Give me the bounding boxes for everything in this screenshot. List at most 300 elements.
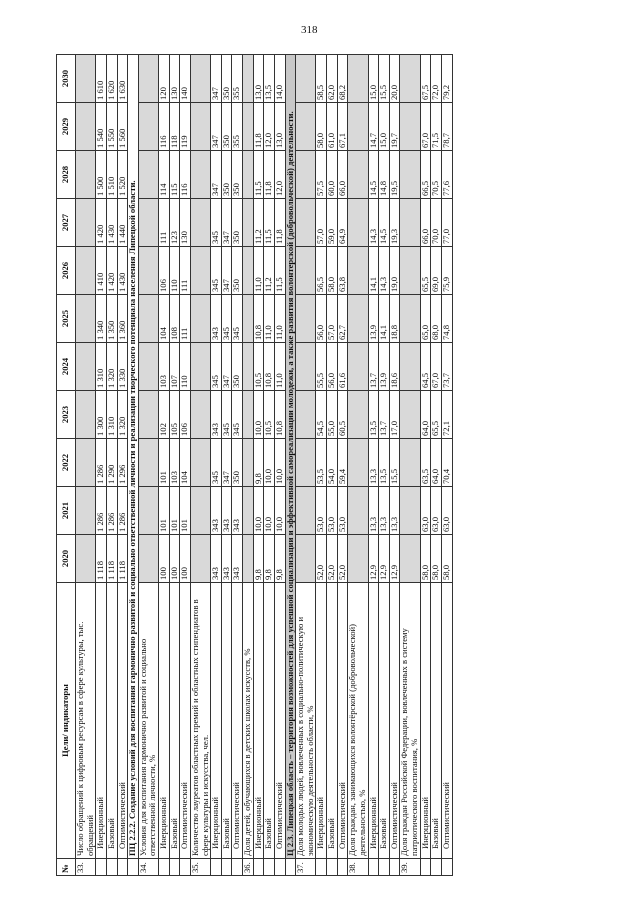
value-cell: 1 310: [96, 343, 107, 391]
value-cell: 67,0: [431, 343, 442, 391]
value-cell: 10,5: [253, 343, 264, 391]
value-cell: 116: [159, 103, 170, 151]
scenario-row: [327, 55, 338, 876]
value-cell: 52,0: [327, 535, 338, 583]
value-cell: 65,5: [420, 247, 431, 295]
value-cell: 19,3: [389, 199, 400, 247]
value-cell: 111: [180, 295, 191, 343]
empty-cell: [296, 487, 316, 535]
empty-cell: [76, 247, 96, 295]
value-cell: 104: [159, 295, 170, 343]
value-cell: 57,0: [316, 199, 327, 247]
value-cell: 75,9: [441, 247, 452, 295]
row-number: [337, 859, 348, 876]
value-cell: 63,5: [420, 439, 431, 487]
empty-cell: [348, 151, 368, 199]
value-cell: 78,7: [441, 103, 452, 151]
scenario-row: [431, 55, 442, 876]
scenario-row: [389, 55, 400, 876]
value-cell: 1 118: [96, 535, 107, 583]
empty-cell: [138, 391, 158, 439]
scenario-label: Оптимистический: [117, 583, 128, 859]
empty-cell: [190, 535, 210, 583]
value-cell: 343: [211, 535, 222, 583]
value-cell: 11,0: [253, 247, 264, 295]
value-cell: 12,0: [264, 103, 275, 151]
value-cell: 9,8: [274, 535, 285, 583]
value-cell: 67,5: [420, 55, 431, 103]
value-cell: 343: [211, 487, 222, 535]
scenario-row: [211, 55, 222, 876]
value-cell: 14,5: [368, 151, 379, 199]
scenario-label: Базовый: [379, 583, 390, 859]
value-cell: 13,3: [368, 439, 379, 487]
empty-cell: [190, 439, 210, 487]
scenario-label: Оптимистический: [180, 583, 191, 859]
value-cell: 104: [180, 439, 191, 487]
empty-cell: [76, 487, 96, 535]
value-cell: 350: [232, 199, 243, 247]
value-cell: 347: [221, 439, 232, 487]
empty-cell: [190, 247, 210, 295]
indicators-table: [56, 54, 453, 876]
scenario-label: Инерционный: [96, 583, 107, 859]
value-cell: 345: [232, 391, 243, 439]
value-cell: 10,0: [253, 391, 264, 439]
indicator-label: Условия для воспитания гармонично развитой и социально ответственной личности, %: [138, 583, 158, 859]
scenario-label: Базовый: [169, 583, 180, 859]
value-cell: 55,0: [327, 391, 338, 439]
scenario-row: [232, 55, 243, 876]
row-number: 38.: [348, 859, 368, 876]
header-year-2022: 2022: [57, 439, 76, 487]
value-cell: 11,8: [274, 199, 285, 247]
scenario-label: Инерционный: [420, 583, 431, 859]
row-number: [253, 859, 264, 876]
scenario-row: [420, 55, 431, 876]
empty-cell: [138, 535, 158, 583]
empty-cell: [243, 199, 254, 247]
value-cell: 59,0: [327, 199, 338, 247]
value-cell: 13,3: [368, 487, 379, 535]
row-number: [274, 859, 285, 876]
scenario-row: [264, 55, 275, 876]
scenario-label: Инерционный: [211, 583, 222, 859]
value-cell: 10,5: [264, 391, 275, 439]
empty-cell: [296, 439, 316, 487]
empty-cell: [296, 535, 316, 583]
empty-cell: [400, 247, 420, 295]
scenario-label: Инерционный: [253, 583, 264, 859]
empty-cell: [348, 391, 368, 439]
indicator-row: [138, 55, 158, 876]
value-cell: 102: [159, 391, 170, 439]
value-cell: 66,5: [420, 151, 431, 199]
empty-cell: [138, 247, 158, 295]
empty-cell: [138, 103, 158, 151]
empty-cell: [348, 103, 368, 151]
value-cell: 58,0: [420, 535, 431, 583]
value-cell: 10,8: [274, 391, 285, 439]
empty-cell: [138, 439, 158, 487]
value-cell: 54,0: [327, 439, 338, 487]
value-cell: 14,3: [379, 247, 390, 295]
value-cell: 64,9: [337, 199, 348, 247]
value-cell: 118: [169, 103, 180, 151]
value-cell: 15,5: [379, 55, 390, 103]
row-number: [169, 859, 180, 876]
value-cell: 10,0: [274, 439, 285, 487]
scenario-row: [106, 55, 117, 876]
empty-cell: [190, 295, 210, 343]
value-cell: 345: [211, 343, 222, 391]
indicator-row: [76, 55, 96, 876]
scenario-label: Оптимистический: [337, 583, 348, 859]
value-cell: 1 310: [106, 391, 117, 439]
empty-cell: [243, 55, 254, 103]
value-cell: 345: [211, 247, 222, 295]
indicator-row: [296, 55, 316, 876]
empty-cell: [138, 55, 158, 103]
value-cell: 345: [232, 295, 243, 343]
value-cell: 13,5: [368, 391, 379, 439]
empty-cell: [296, 55, 316, 103]
header-year-2024: 2024: [57, 343, 76, 391]
value-cell: 350: [232, 343, 243, 391]
value-cell: 19,7: [389, 103, 400, 151]
empty-cell: [243, 439, 254, 487]
value-cell: 63,8: [337, 247, 348, 295]
value-cell: 19,0: [389, 247, 400, 295]
indicator-label: Количество лауреатов областных премий и областных стипендиатов в сфере культуры и искусства, чел.: [190, 583, 210, 859]
empty-cell: [400, 487, 420, 535]
value-cell: 11,8: [253, 103, 264, 151]
row-number: [264, 859, 275, 876]
value-cell: 1 118: [106, 535, 117, 583]
value-cell: 101: [169, 487, 180, 535]
value-cell: 12,9: [379, 535, 390, 583]
value-cell: 58,0: [441, 535, 452, 583]
value-cell: 1 350: [106, 295, 117, 343]
scenario-row: [180, 55, 191, 876]
empty-cell: [296, 103, 316, 151]
value-cell: 1 440: [117, 199, 128, 247]
value-cell: 61,6: [337, 343, 348, 391]
row-number: [316, 859, 327, 876]
row-number: [420, 859, 431, 876]
value-cell: 119: [180, 103, 191, 151]
row-number: [106, 859, 117, 876]
value-cell: 53,5: [316, 439, 327, 487]
value-cell: 347: [211, 55, 222, 103]
value-cell: 350: [232, 247, 243, 295]
row-number: 34.: [138, 859, 158, 876]
value-cell: 11,2: [264, 247, 275, 295]
row-number: [379, 859, 390, 876]
empty-cell: [400, 439, 420, 487]
value-cell: 11,0: [274, 343, 285, 391]
value-cell: 69,0: [431, 247, 442, 295]
value-cell: 123: [169, 199, 180, 247]
value-cell: 61,0: [327, 103, 338, 151]
row-number: [211, 859, 222, 876]
value-cell: 347: [221, 247, 232, 295]
indicator-label: Доля граждан Российской Федерации, вовлеченных в систему патриотического воспитания, %: [400, 583, 420, 859]
value-cell: 345: [211, 439, 222, 487]
value-cell: 72,1: [441, 391, 452, 439]
row-number: 33.: [76, 859, 96, 876]
value-cell: 1 360: [117, 295, 128, 343]
value-cell: 350: [221, 55, 232, 103]
empty-cell: [190, 199, 210, 247]
value-cell: 57,5: [316, 151, 327, 199]
value-cell: 56,0: [327, 343, 338, 391]
empty-cell: [296, 343, 316, 391]
row-number: [441, 859, 452, 876]
value-cell: 68,2: [337, 55, 348, 103]
scenario-label: Инерционный: [368, 583, 379, 859]
value-cell: 140: [180, 55, 191, 103]
table-body: [76, 55, 453, 876]
value-cell: 100: [159, 535, 170, 583]
value-cell: 13,3: [389, 487, 400, 535]
value-cell: 11,5: [274, 247, 285, 295]
row-number: [159, 859, 170, 876]
value-cell: 13,9: [368, 295, 379, 343]
value-cell: 1 320: [117, 391, 128, 439]
value-cell: 13,0: [253, 55, 264, 103]
page-number: 318: [301, 24, 318, 36]
empty-cell: [190, 55, 210, 103]
empty-cell: [400, 535, 420, 583]
value-cell: 9,8: [253, 439, 264, 487]
value-cell: 63,0: [431, 487, 442, 535]
empty-cell: [76, 151, 96, 199]
value-cell: 11,0: [264, 295, 275, 343]
value-cell: 106: [159, 247, 170, 295]
scenario-label: Оптимистический: [232, 583, 243, 859]
value-cell: 10,0: [264, 487, 275, 535]
value-cell: 57,0: [327, 295, 338, 343]
value-cell: 12,9: [368, 535, 379, 583]
empty-cell: [243, 247, 254, 295]
value-cell: 71,5: [431, 103, 442, 151]
value-cell: 343: [232, 487, 243, 535]
empty-cell: [296, 391, 316, 439]
scenario-row: [169, 55, 180, 876]
row-number: [180, 859, 191, 876]
value-cell: 1 560: [117, 103, 128, 151]
empty-cell: [400, 295, 420, 343]
empty-cell: [138, 151, 158, 199]
value-cell: 1 550: [106, 103, 117, 151]
value-cell: 70,0: [431, 199, 442, 247]
value-cell: 14,0: [274, 55, 285, 103]
value-cell: 1 540: [96, 103, 107, 151]
value-cell: 10,0: [264, 439, 275, 487]
value-cell: 19,5: [389, 151, 400, 199]
value-cell: 63,0: [441, 487, 452, 535]
value-cell: 60,5: [337, 391, 348, 439]
header-goals-indicators: Цели/ индикаторы: [57, 583, 76, 859]
empty-cell: [243, 535, 254, 583]
empty-cell: [400, 199, 420, 247]
value-cell: 9,8: [264, 535, 275, 583]
indicator-label: Доля граждан, занимающихся волонтёрской (добровольческой) деятельностью, %: [348, 583, 368, 859]
value-cell: 73,7: [441, 343, 452, 391]
value-cell: 11,5: [264, 199, 275, 247]
value-cell: 345: [221, 391, 232, 439]
scenario-label: Базовый: [327, 583, 338, 859]
value-cell: 103: [159, 343, 170, 391]
value-cell: 1 286: [117, 487, 128, 535]
value-cell: 14,1: [368, 247, 379, 295]
empty-cell: [296, 199, 316, 247]
value-cell: 15,0: [379, 103, 390, 151]
value-cell: 347: [221, 199, 232, 247]
value-cell: 1 286: [96, 487, 107, 535]
value-cell: 130: [180, 199, 191, 247]
value-cell: 130: [169, 55, 180, 103]
empty-cell: [348, 535, 368, 583]
row-number: 37.: [296, 859, 316, 876]
empty-cell: [296, 247, 316, 295]
value-cell: 64,0: [431, 439, 442, 487]
value-cell: 343: [211, 391, 222, 439]
value-cell: 58,0: [316, 103, 327, 151]
subgoal-label: Ц 2.3. Липецкая область – территория возможностей для успешной социализации и эффективной самореализации молодежи, а также развития волонтерской (добровольческой) деятельности.: [285, 55, 296, 859]
value-cell: 1 500: [96, 151, 107, 199]
empty-cell: [243, 487, 254, 535]
value-cell: 70,4: [441, 439, 452, 487]
value-cell: 68,0: [431, 295, 442, 343]
value-cell: 10,8: [253, 295, 264, 343]
value-cell: 343: [232, 535, 243, 583]
value-cell: 13,7: [368, 343, 379, 391]
scenario-row: [159, 55, 170, 876]
empty-cell: [348, 199, 368, 247]
value-cell: 107: [169, 343, 180, 391]
empty-cell: [190, 487, 210, 535]
value-cell: 115: [169, 151, 180, 199]
empty-cell: [348, 343, 368, 391]
empty-cell: [76, 391, 96, 439]
header-year-2030: 2030: [57, 55, 76, 103]
row-number: 36.: [243, 859, 254, 876]
empty-cell: [296, 295, 316, 343]
value-cell: 18,8: [389, 295, 400, 343]
header-year-2029: 2029: [57, 103, 76, 151]
subgoal-label: ПЦ 2.2.2. Создание условий для воспитания гармонично развитой и социально ответственной личности и реализации творческого потенциала населения Липецкой области.: [128, 55, 139, 859]
value-cell: 13,7: [379, 391, 390, 439]
value-cell: 58,5: [316, 55, 327, 103]
empty-cell: [243, 151, 254, 199]
indicator-label: Доля молодых людей, вовлеченных в социально-политическую и экономическую деятельность области, %: [296, 583, 316, 859]
value-cell: 101: [180, 487, 191, 535]
scenario-row: [117, 55, 128, 876]
value-cell: 1 300: [96, 391, 107, 439]
value-cell: 11,5: [253, 151, 264, 199]
value-cell: 108: [169, 295, 180, 343]
indicator-row: [190, 55, 210, 876]
value-cell: 350: [221, 151, 232, 199]
value-cell: 77,0: [441, 199, 452, 247]
value-cell: 14,5: [379, 199, 390, 247]
value-cell: 1 420: [106, 247, 117, 295]
row-number: [327, 859, 338, 876]
empty-cell: [190, 103, 210, 151]
value-cell: 1 520: [117, 151, 128, 199]
value-cell: 10,0: [274, 487, 285, 535]
value-cell: 64,0: [420, 391, 431, 439]
empty-cell: [400, 103, 420, 151]
value-cell: 53,0: [337, 487, 348, 535]
row-number: [368, 859, 379, 876]
value-cell: 350: [232, 151, 243, 199]
value-cell: 12,9: [389, 535, 400, 583]
value-cell: 110: [169, 247, 180, 295]
scenario-label: Оптимистический: [441, 583, 452, 859]
value-cell: 350: [232, 439, 243, 487]
value-cell: 105: [169, 391, 180, 439]
value-cell: 1 320: [106, 343, 117, 391]
value-cell: 77,6: [441, 151, 452, 199]
scenario-label: Инерционный: [159, 583, 170, 859]
scenario-row: [316, 55, 327, 876]
scenario-row: [274, 55, 285, 876]
row-number: [221, 859, 232, 876]
header-year-2028: 2028: [57, 151, 76, 199]
rotated-table-container: [56, 56, 601, 876]
value-cell: 14,8: [379, 151, 390, 199]
value-cell: 10,8: [264, 343, 275, 391]
row-number: [431, 859, 442, 876]
value-cell: 345: [211, 199, 222, 247]
subgoal-row: [128, 55, 139, 876]
value-cell: 101: [159, 439, 170, 487]
indicator-label: Доля детей, обучающихся в детских школах искусств, %: [243, 583, 254, 859]
scenario-label: Инерционный: [316, 583, 327, 859]
value-cell: 101: [159, 487, 170, 535]
value-cell: 72,0: [431, 55, 442, 103]
value-cell: 52,0: [316, 535, 327, 583]
value-cell: 100: [169, 535, 180, 583]
value-cell: 62,0: [327, 55, 338, 103]
value-cell: 13,3: [379, 487, 390, 535]
value-cell: 55,5: [316, 343, 327, 391]
value-cell: 67,1: [337, 103, 348, 151]
value-cell: 1 610: [96, 55, 107, 103]
value-cell: 1 410: [96, 247, 107, 295]
row-number: [285, 859, 296, 876]
value-cell: 1 296: [117, 439, 128, 487]
value-cell: 1 420: [96, 199, 107, 247]
table-header-row: [57, 55, 76, 876]
value-cell: 103: [169, 439, 180, 487]
value-cell: 74,8: [441, 295, 452, 343]
value-cell: 20,0: [389, 55, 400, 103]
empty-cell: [138, 199, 158, 247]
value-cell: 15,5: [389, 439, 400, 487]
header-year-2020: 2020: [57, 535, 76, 583]
empty-cell: [76, 535, 96, 583]
value-cell: 66,0: [420, 199, 431, 247]
value-cell: 1 340: [96, 295, 107, 343]
value-cell: 13,5: [264, 55, 275, 103]
value-cell: 54,5: [316, 391, 327, 439]
scenario-label: Базовый: [431, 583, 442, 859]
value-cell: 1 118: [117, 535, 128, 583]
